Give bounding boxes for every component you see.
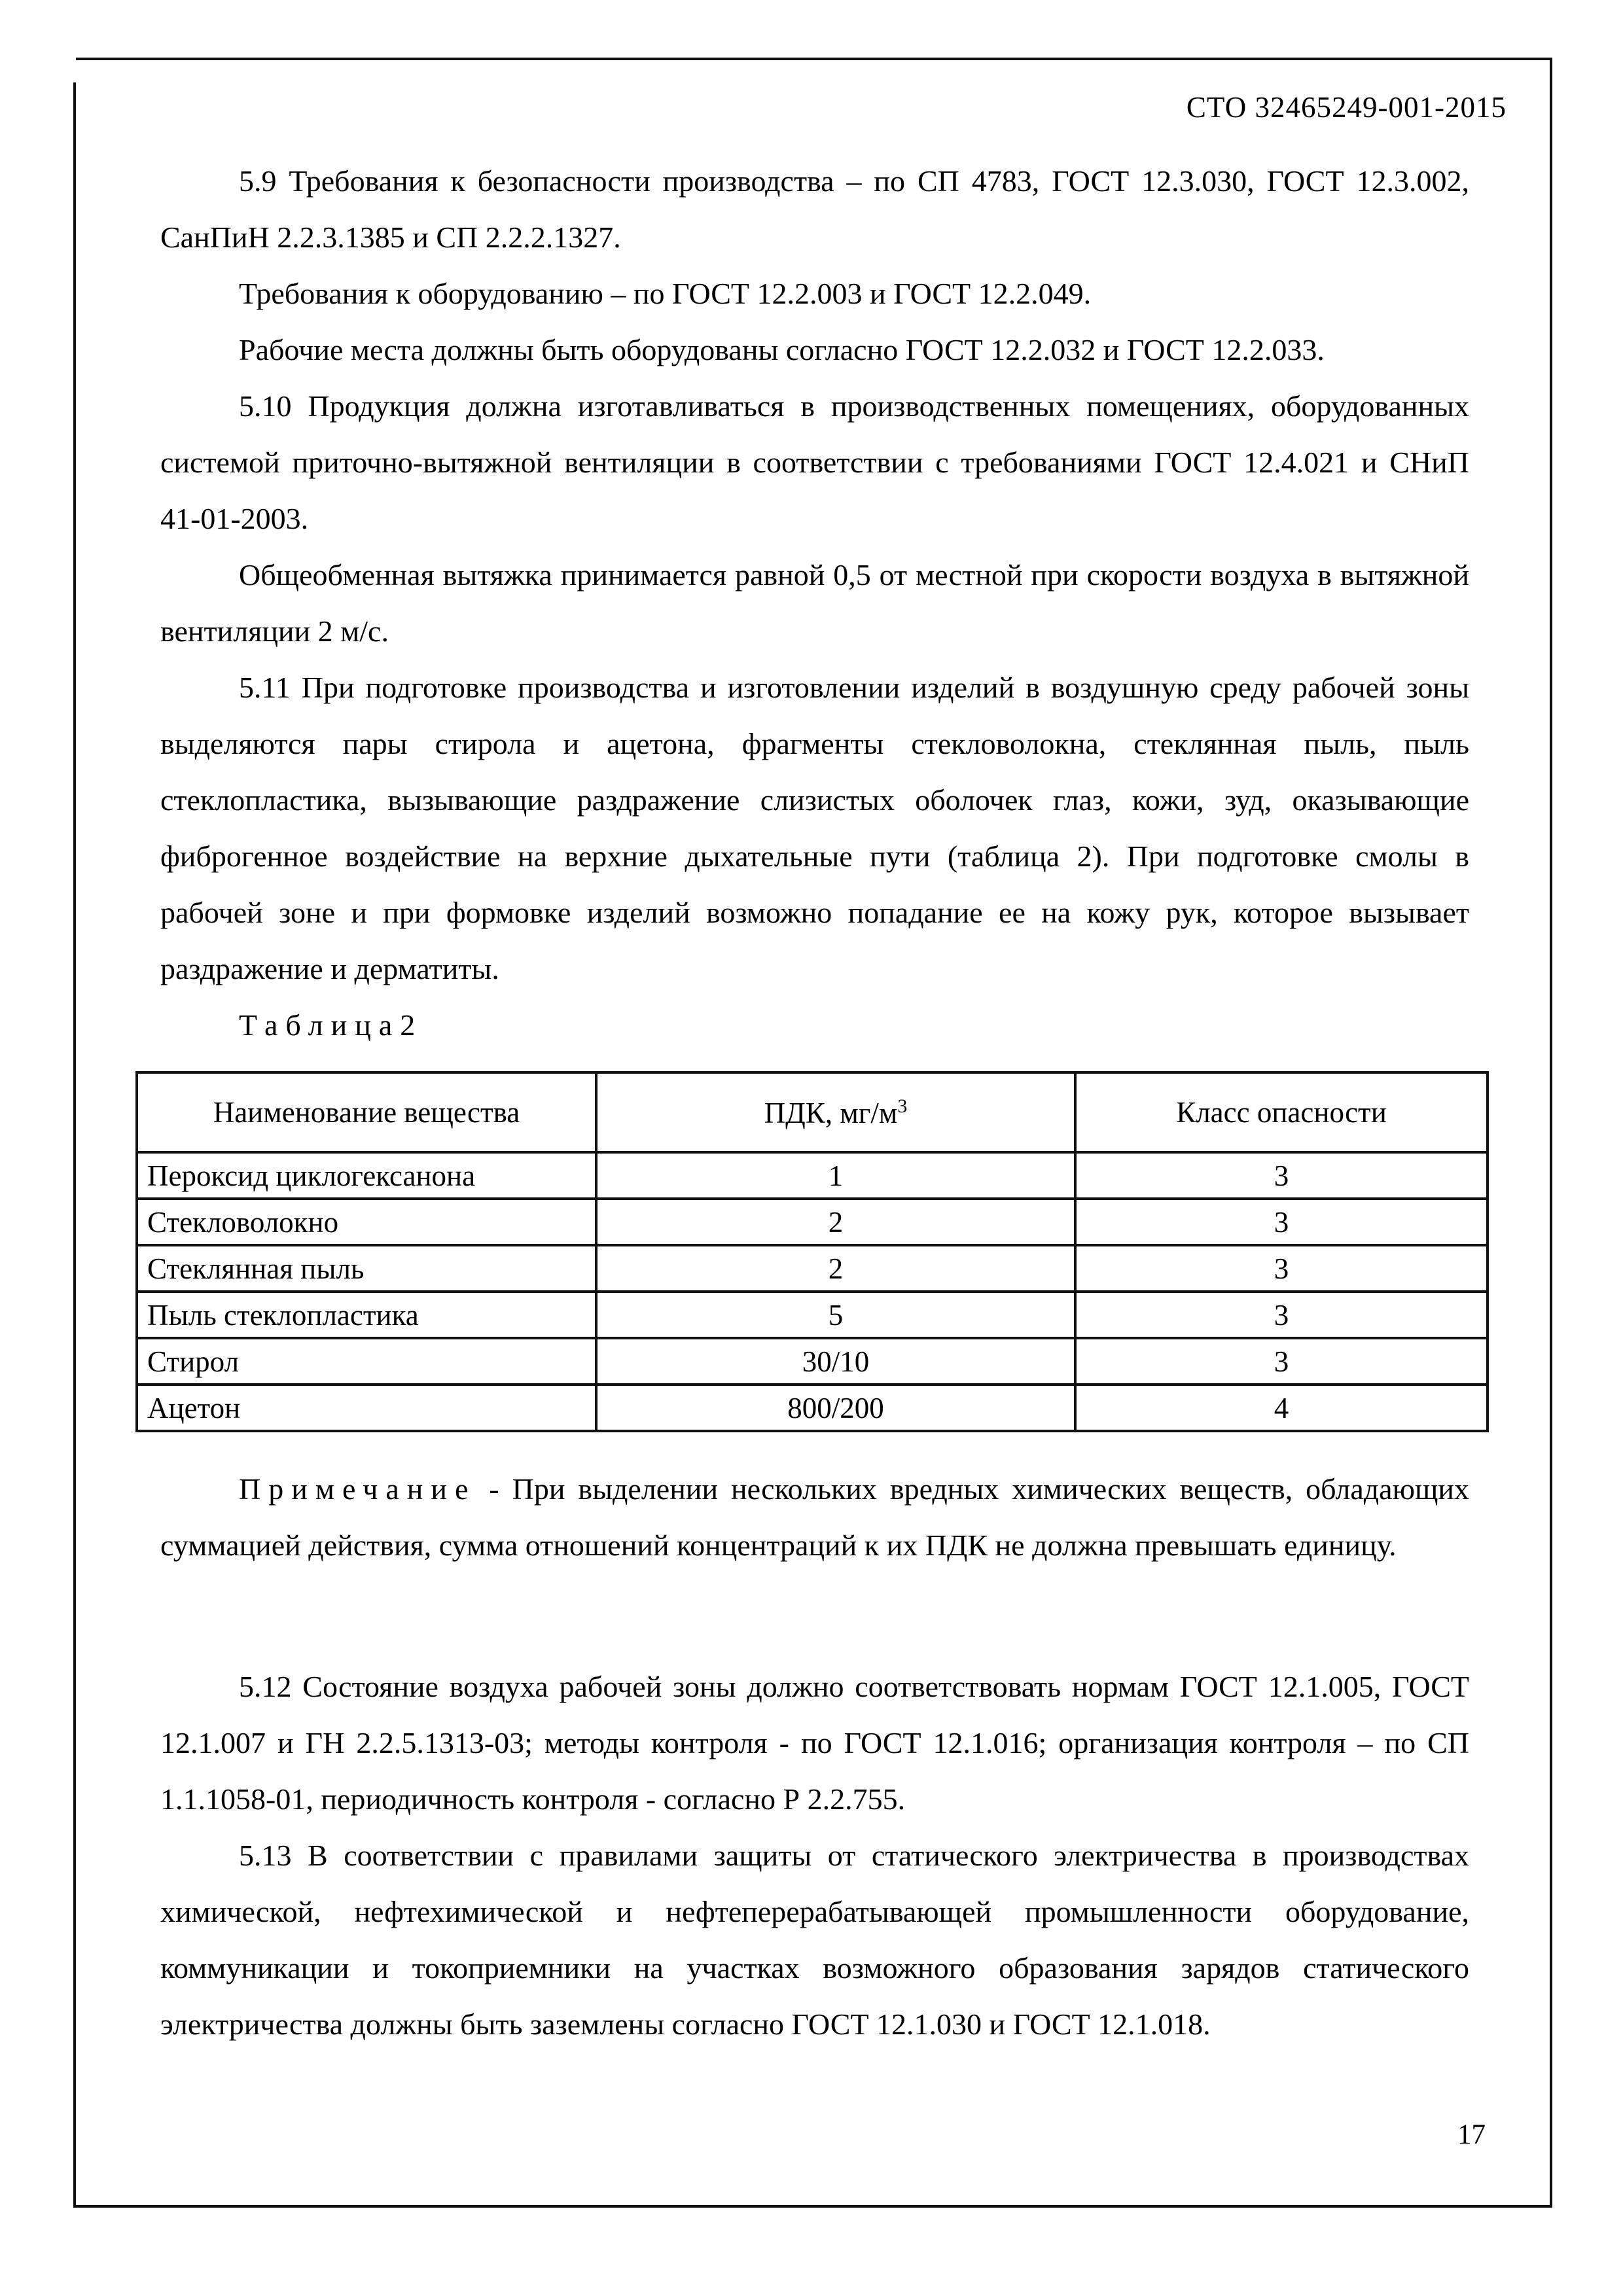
cell-substance: Стирол [137,1338,596,1385]
table-row [137,1152,1488,1199]
cell-hazard-class: 3 [1075,1338,1488,1385]
paragraph-5-13: 5.13 В соответствии с правилами защиты от статического электричества в производствах химической, нефтехимической и нефтеперерабатывающей промышленности оборудование, коммуникации и токоприемники на участках возможного образования зарядов статического электричества должны быть заземлены согласно ГОСТ 12.1.030 и ГОСТ 12.1.018. [160,1839,1469,2041]
cell-pdk: 800/200 [596,1385,1075,1431]
paragraph-exhaust: Общеобменная вытяжка принимается равной 0,5 от местной при скорости воздуха в вытяжной вентиляции 2 м/с. [160,558,1469,648]
cell-pdk: 1 [596,1152,1075,1199]
paragraph-5-11: 5.11 При подготовке производства и изготовлении изделий в воздушную среду рабочей зоны выделяются пары стирола и ацетона, фрагменты стекловолокна, стеклянная пыль, пыль стеклопластика, вызывающие раздражение слизистых оболочек глаз, кожи, зуд, оказывающие фиброгенное воздействие на верхние дыхательные пути (таблица 2). При подготовке смолы в рабочей зоне и при формовке изделий возможно попадание ее на кожу рук, которое вызывает раздражение и дерматиты. [160,671,1469,985]
table-row [137,1245,1488,1292]
table-row [137,1199,1488,1245]
header-substance: Наименование вещества [137,1072,596,1152]
cell-hazard-class: 3 [1075,1152,1488,1199]
table-row [137,1338,1488,1385]
cell-pdk: 2 [596,1199,1075,1245]
cell-substance: Стеклянная пыль [137,1245,596,1292]
page-number: 17 [1457,2119,1486,2150]
table-row [137,1385,1488,1431]
paragraph-5-12: 5.12 Состояние воздуха рабочей зоны должно соответствовать нормам ГОСТ 12.1.005, ГОСТ 12.1.007 и ГН 2.2.5.1313-03; методы контроля - по ГОСТ 12.1.016; организация контроля – по СП 1.1.1058-01, периодичность контроля - согласно Р 2.2.755. [160,1670,1469,1816]
paragraph-5-9: 5.9 Требования к безопасности производства – по СП 4783, ГОСТ 12.3.030, ГОСТ 12.3.002, СанПиН 2.2.3.1385 и СП 2.2.2.1327. [160,164,1469,254]
cell-substance: Ацетон [137,1385,596,1431]
note-text: - При выделении нескольких вредных химических веществ, обладающих суммацией действия, сумма отношений концентраций к их ПДК не должна превышать единицу. [160,1472,1469,1562]
cell-pdk: 30/10 [596,1338,1075,1385]
cell-hazard-class: 3 [1075,1292,1488,1338]
note-label: Примечание [239,1472,476,1506]
hazard-table [135,1071,1489,1432]
table-header-row [137,1072,1488,1152]
cell-substance: Пыль стеклопластика [137,1292,596,1338]
paragraph-workplaces: Рабочие места должны быть оборудованы согласно ГОСТ 12.2.032 и ГОСТ 12.2.033. [239,333,1325,366]
document-code: СТО 32465249-001-2015 [1186,91,1507,124]
table-note [160,1461,1469,1574]
paragraph-5-10: 5.10 Продукция должна изготавливаться в производственных помещениях, оборудованных системой приточно-вытяжной вентиляции в соответствии с требованиями ГОСТ 12.4.021 и СНиП 41-01-2003. [160,389,1469,535]
cell-substance: Стекловолокно [137,1199,596,1245]
paragraph-equipment: Требования к оборудованию – по ГОСТ 12.2.003 и ГОСТ 12.2.049. [239,277,1092,310]
table-row [137,1292,1488,1338]
header-pdk: ПДК, $мг/м^3$ [596,1072,1075,1152]
cell-pdk: 2 [596,1245,1075,1292]
cell-pdk: 5 [596,1292,1075,1338]
table-caption: Таблица2 [239,1008,423,1042]
cell-hazard-class: 4 [1075,1385,1488,1431]
cell-substance: Пероксид циклогексанона [137,1152,596,1199]
cell-hazard-class: 3 [1075,1199,1488,1245]
header-hazard-class: Класс опасности [1075,1072,1488,1152]
cell-hazard-class: 3 [1075,1245,1488,1292]
